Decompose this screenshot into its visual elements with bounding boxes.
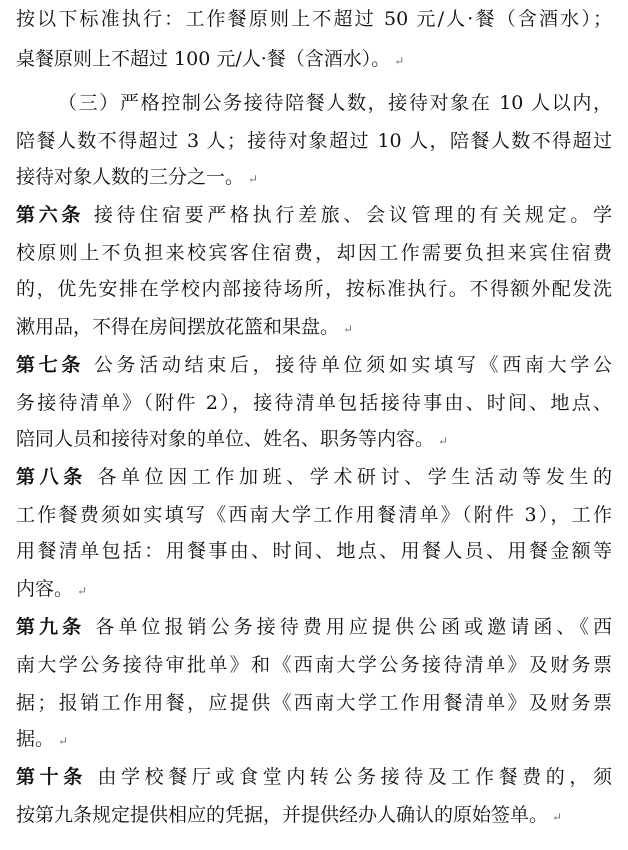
text-line <box>16 762 612 792</box>
line-text: 工作餐费须如实填写《西南大学工作用餐清单》（附件 3），工作 <box>16 504 612 526</box>
text-line <box>16 424 612 454</box>
text-line <box>16 536 612 566</box>
line-text: 用餐清单包括：用餐事由、时间、地点、用餐人员、用餐金额等 <box>16 540 612 562</box>
article-heading: 第七条 <box>16 354 85 376</box>
line-text: 南大学公务接待审批单》和《西南大学公务接待清单》及财务票 <box>16 654 612 676</box>
text-line <box>16 312 612 342</box>
paragraph-mark-icon: ↵ <box>394 54 405 68</box>
text-line <box>16 612 612 642</box>
text-line <box>16 800 612 830</box>
paragraph-mark-icon: ↵ <box>77 584 88 598</box>
line-text: 公务活动结束后，接待单位须如实填写《西南大学公 <box>93 354 612 376</box>
line-text: 据。 <box>16 728 55 750</box>
paragraph-mark-icon: ↵ <box>58 734 69 748</box>
line-text: （三）严格控制公务接待陪餐人数，接待对象在 10 人以内， <box>58 92 612 114</box>
text-line <box>16 44 612 74</box>
paragraph-mark-icon: ↵ <box>552 810 563 824</box>
line-text: 校原则上不负担来校宾客住宿费，却因工作需要负担来宾住宿费 <box>16 242 612 264</box>
text-line <box>16 724 612 754</box>
text-line <box>16 688 612 718</box>
line-text: 接待对象人数的三分之一。 <box>16 166 245 188</box>
text-line <box>16 462 612 492</box>
text-line <box>16 274 612 304</box>
line-text: 内容。 <box>16 578 74 600</box>
text-line <box>16 388 612 418</box>
text-line <box>16 4 612 34</box>
text-line <box>16 162 612 192</box>
text-line <box>16 350 612 380</box>
line-text: 陪同人员和接待对象的单位、姓名、职务等内容。 <box>16 428 435 450</box>
text-line <box>16 500 612 530</box>
line-text: 的，优先安排在学校内部接待场所，按标准执行。不得额外配发洗 <box>16 278 612 300</box>
line-text: 漱用品，不得在房间摆放花篮和果盘。 <box>16 316 340 338</box>
text-line <box>16 238 612 268</box>
paragraph-mark-icon: ↵ <box>343 322 354 336</box>
article-heading: 第八条 <box>16 466 87 488</box>
line-text: 各单位因工作加班、学术研讨、学生活动等发生的 <box>97 466 612 488</box>
paragraph-mark-icon: ↵ <box>438 434 449 448</box>
text-line <box>16 574 612 604</box>
text-line <box>16 126 612 156</box>
line-text: 各单位报销公务接待费用应提供公函或邀请函、《西 <box>95 616 612 638</box>
line-text: 据；报销工作用餐，应提供《西南大学工作用餐清单》及财务票 <box>16 692 612 714</box>
line-text: 由学校餐厅或食堂内转公务接待及工作餐费的，须 <box>97 766 612 788</box>
paragraph-mark-icon: ↵ <box>248 172 259 186</box>
line-text: 按第九条规定提供相应的凭据，并提供经办人确认的原始签单。 <box>16 804 549 826</box>
text-line <box>16 200 612 230</box>
text-line <box>16 650 612 680</box>
line-text: 陪餐人数不得超过 3 人；接待对象超过 10 人，陪餐人数不得超过 <box>16 130 612 152</box>
article-heading: 第十条 <box>16 766 87 788</box>
text-line <box>58 88 612 118</box>
line-text: 按以下标准执行：工作餐原则上不超过 50 元/人·餐（含酒水）； <box>16 8 612 30</box>
line-text: 务接待清单》（附件 2），接待清单包括接待事由、时间、地点、 <box>16 392 612 414</box>
line-text: 接待住宿要严格执行差旅、会议管理的有关规定。学 <box>93 204 612 226</box>
line-text: 桌餐原则上不超过 100 元/人·餐（含酒水）。 <box>16 48 391 70</box>
article-heading: 第九条 <box>16 616 86 638</box>
article-heading: 第六条 <box>16 204 85 226</box>
